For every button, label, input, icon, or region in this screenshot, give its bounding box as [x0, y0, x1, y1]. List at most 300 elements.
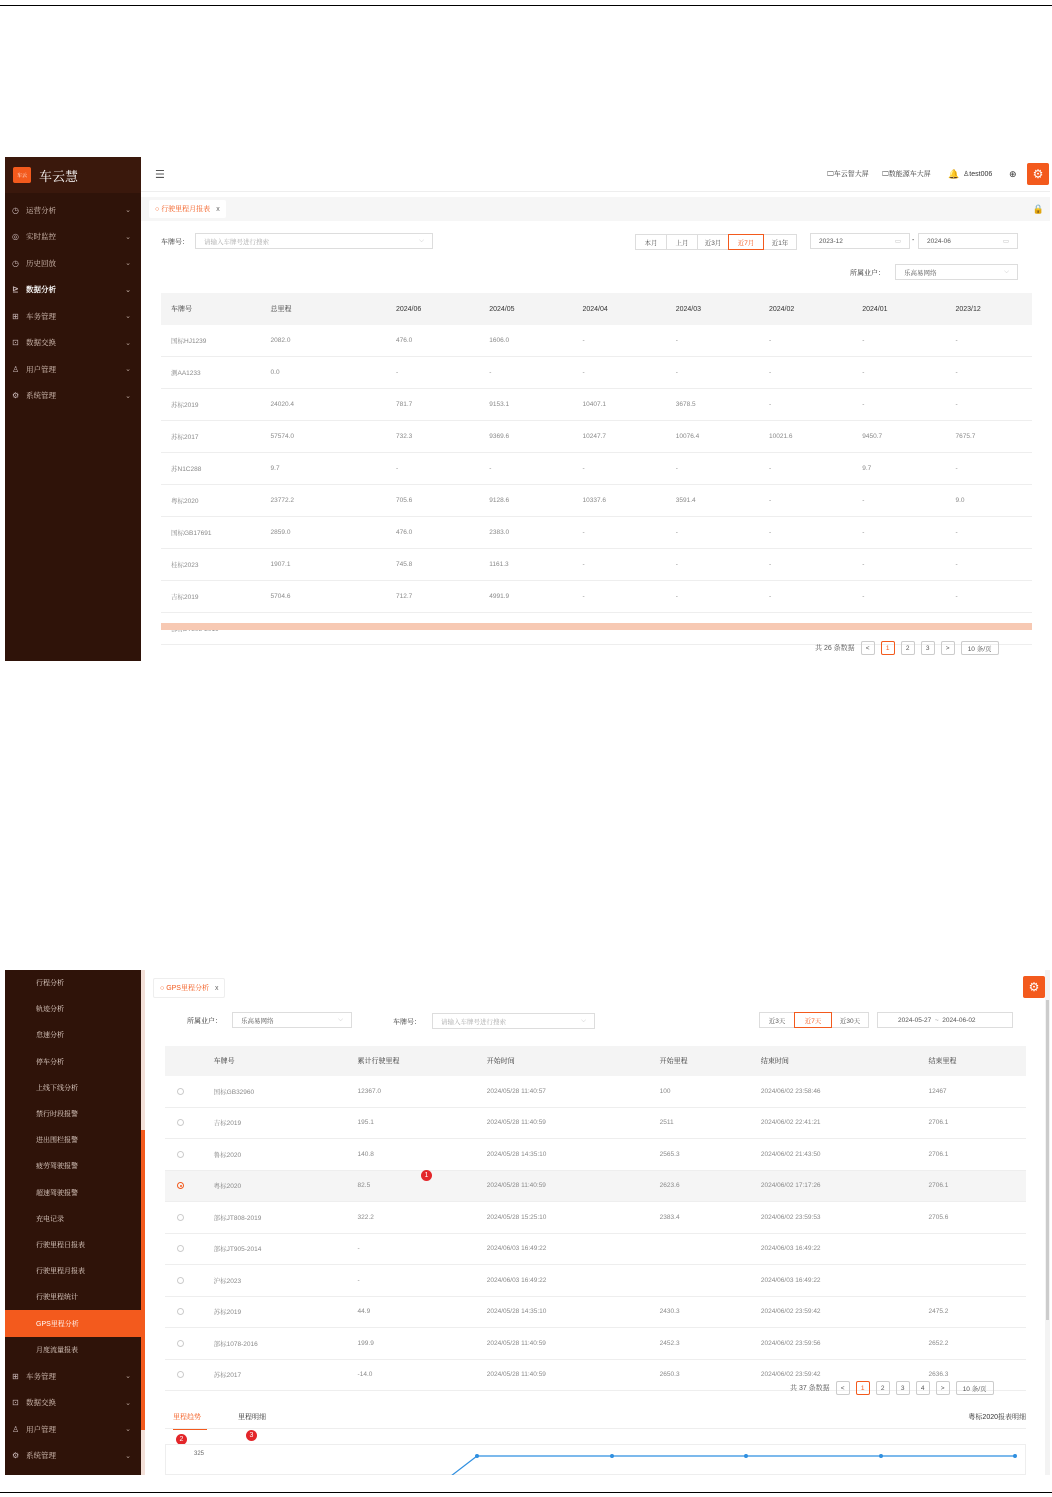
table-cell: 12367.0 — [348, 1076, 477, 1107]
table-row — [161, 485, 1032, 517]
table-cell: - — [852, 581, 945, 613]
table-cell: - — [666, 517, 759, 549]
submenu-item[interactable]: 行驶里程统计 — [36, 1294, 78, 1302]
table-cell: - — [759, 357, 852, 389]
sidebar-item-label: 实时监控 — [26, 232, 56, 242]
table-cell: 2475.2 — [918, 1296, 1026, 1328]
sidebar-item-label: 运营分析 — [26, 205, 56, 215]
range-button[interactable]: 近30天 — [831, 1012, 869, 1028]
row-radio[interactable] — [177, 1214, 184, 1221]
submenu-item[interactable]: 怠速分析 — [36, 1032, 64, 1040]
table-cell: 9153.1 — [479, 389, 572, 421]
page-button[interactable]: 2 — [901, 641, 915, 655]
sidebar-scrollbar[interactable] — [141, 970, 145, 1475]
column-header: 2024/03 — [666, 293, 759, 325]
sidebar-item[interactable] — [5, 1389, 141, 1416]
menu-icon: ⊞ — [12, 1371, 19, 1381]
table-cell: 苏N1C288 — [161, 453, 261, 485]
table-cell: 199.9 — [348, 1328, 477, 1360]
column-header: 车牌号 — [161, 293, 261, 325]
chevron-down-icon: ⌄ — [125, 1426, 131, 1434]
menu-icon: ⊵ — [12, 285, 19, 295]
page-button[interactable]: 1 — [881, 641, 895, 655]
monthly-mileage-table — [161, 293, 1032, 645]
table-cell — [918, 1265, 1026, 1297]
table-cell: 9369.6 — [479, 421, 572, 453]
sidebar-item-label: 数据交换 — [26, 1398, 56, 1408]
table-cell: 140.8 — [348, 1139, 477, 1171]
sidebar-item-label: 数据分析 — [26, 285, 56, 295]
menu-icon: ⚙ — [12, 391, 20, 401]
top-bar — [141, 157, 1050, 192]
column-header: 2024/04 — [572, 293, 665, 325]
settings-gear-icon[interactable]: ⚙ — [1027, 163, 1049, 185]
radio-cell[interactable] — [165, 1202, 204, 1234]
submenu-item[interactable]: 月度流量报表 — [36, 1346, 78, 1354]
table-cell: - — [572, 581, 665, 613]
table-cell: 2383.4 — [650, 1202, 751, 1234]
table-cell: 2024/05/28 11:40:59 — [477, 1328, 650, 1360]
table-header-row — [165, 1046, 1026, 1076]
radio-cell[interactable] — [165, 1139, 204, 1171]
table-cell: 部标JT905-2014 — [204, 1233, 348, 1265]
table-cell: 705.6 — [386, 485, 479, 517]
table-cell: - — [852, 485, 945, 517]
sidebar-item-label: 车务管理 — [26, 1371, 56, 1381]
table-header-row — [161, 293, 1032, 325]
screenshot-gps-analysis — [5, 970, 1050, 1475]
column-header: 开始里程 — [650, 1046, 751, 1076]
date-range-buttons — [636, 234, 797, 250]
plate-label: 车牌号： — [393, 1019, 421, 1026]
table-row[interactable] — [165, 1265, 1026, 1297]
menu-icon: ⚙ — [12, 1451, 20, 1461]
table-cell: 2024/06/02 22:41:21 — [751, 1107, 919, 1139]
chevron-down-icon: ⌄ — [125, 233, 131, 241]
table-cell: - — [945, 517, 1032, 549]
table-cell: 2511 — [650, 1107, 751, 1139]
table-cell: - — [945, 389, 1032, 421]
date-from-field[interactable]: 2023-12 ▭ — [810, 233, 910, 249]
table-row[interactable] — [165, 1328, 1026, 1360]
trend-line — [451, 1456, 1015, 1475]
submenu-item[interactable]: 行程分析 — [36, 980, 64, 988]
big-screen-link[interactable]: 🖵车云智大屏 — [827, 171, 869, 178]
submenu-item[interactable]: 进出围栏报警 — [36, 1137, 78, 1145]
table-cell: 2024/06/02 23:59:56 — [751, 1328, 919, 1360]
column-header: 累计行驶里程 — [348, 1046, 477, 1076]
submenu-item[interactable]: 超速驾驶报警 — [36, 1189, 78, 1197]
bottom-tab-detail[interactable]: 里程明细 — [238, 1414, 266, 1421]
prev-page-button[interactable]: < — [861, 641, 875, 655]
table-cell: 2082.0 — [261, 325, 386, 357]
tab-bar — [145, 976, 1050, 1000]
pagination — [815, 641, 999, 655]
plate-select[interactable]: 请输入车牌号进行搜索 ⌵ — [195, 233, 433, 249]
table-row[interactable] — [165, 1076, 1026, 1107]
tab-bar — [141, 197, 1050, 221]
sidebar-item[interactable] — [5, 1416, 141, 1443]
table-cell: 82.5 — [348, 1170, 477, 1202]
table-cell: -14.0 — [348, 1359, 477, 1391]
column-header: 2023/12 — [945, 293, 1032, 325]
table-cell: 9128.6 — [479, 485, 572, 517]
table-cell: 732.3 — [386, 421, 479, 453]
chevron-down-icon: ⌄ — [125, 1399, 131, 1407]
sidebar-item-label: 系统管理 — [26, 1451, 56, 1461]
close-icon[interactable]: x — [214, 984, 219, 992]
column-header: 2024/01 — [852, 293, 945, 325]
radio-cell[interactable] — [165, 1296, 204, 1328]
sidebar — [5, 970, 141, 1475]
total-count: 共 37 条数据 — [790, 1385, 830, 1392]
submenu-item[interactable]: 轨迹分析 — [36, 1006, 64, 1014]
table-row — [161, 357, 1032, 389]
table-cell: - — [945, 581, 1032, 613]
table-cell: 3678.5 — [666, 389, 759, 421]
sidebar-item[interactable] — [5, 197, 141, 224]
collapse-menu-icon[interactable]: ☰ — [155, 168, 165, 181]
column-header: 结束时间 — [751, 1046, 919, 1076]
owner-select[interactable]: 乐高易网络 ⌵ — [232, 1012, 352, 1028]
table-cell: - — [386, 357, 479, 389]
table-cell: - — [945, 325, 1032, 357]
range-button[interactable]: 近3月 — [697, 234, 729, 250]
app-title: 车云慧 — [39, 168, 79, 184]
table-cell: 2706.1 — [918, 1139, 1026, 1171]
range-button[interactable]: 本月 — [635, 234, 667, 250]
sidebar-item-label: 用户管理 — [26, 364, 56, 374]
horizontal-scrollbar[interactable] — [161, 623, 1032, 630]
sidebar-item[interactable] — [5, 224, 141, 251]
main-scrollbar[interactable] — [1045, 970, 1050, 1475]
page-top-rule — [0, 5, 1052, 6]
page-button[interactable]: 4 — [916, 1381, 930, 1395]
sidebar-item[interactable] — [5, 383, 141, 410]
table-cell: - — [759, 325, 852, 357]
table-cell: 苏标2017 — [161, 421, 261, 453]
table-cell: 9450.7 — [852, 421, 945, 453]
table-cell: 9.0 — [945, 485, 1032, 517]
table-cell: 国标HJ1239 — [161, 325, 261, 357]
table-cell: 2024/06/02 21:43:50 — [751, 1139, 919, 1171]
date-range-buttons — [760, 1012, 869, 1028]
row-radio[interactable] — [177, 1245, 184, 1252]
data-point — [475, 1454, 479, 1458]
menu-icon: ♙ — [12, 1424, 20, 1434]
table-cell: 2705.6 — [918, 1202, 1026, 1234]
table-cell: 2024/05/28 11:40:59 — [477, 1170, 650, 1202]
page-button[interactable]: 2 — [876, 1381, 890, 1395]
submenu-item[interactable]: 禁行时段报警 — [36, 1111, 78, 1119]
menu-icon: ◷ — [12, 205, 19, 215]
range-button[interactable]: 上月 — [666, 234, 698, 250]
sidebar-item-label: 用户管理 — [26, 1424, 56, 1434]
sidebar-item-label: 系统管理 — [26, 391, 56, 401]
column-header: 2024/05 — [479, 293, 572, 325]
table-cell: - — [572, 517, 665, 549]
table-cell: 2024/05/28 14:35:10 — [477, 1296, 650, 1328]
menu-icon: ⊡ — [12, 1398, 19, 1408]
tab-gps-mileage[interactable]: ○ GPS里程分析 x — [153, 978, 225, 998]
table-cell: 10021.6 — [759, 421, 852, 453]
bell-icon[interactable]: 🔔 — [948, 168, 960, 179]
next-page-button[interactable]: > — [941, 641, 955, 655]
table-cell: - — [945, 453, 1032, 485]
table-row — [161, 549, 1032, 581]
trend-line-svg — [166, 1445, 1027, 1475]
table-cell: 2452.3 — [650, 1328, 751, 1360]
table-cell: 2024/05/28 14:35:10 — [477, 1139, 650, 1171]
table-cell: 2024/06/02 23:59:42 — [751, 1296, 919, 1328]
table-cell: 2383.0 — [479, 517, 572, 549]
radio-cell[interactable] — [165, 1170, 204, 1202]
table-cell: - — [852, 357, 945, 389]
table-row — [161, 421, 1032, 453]
table-cell: - — [759, 389, 852, 421]
table-cell: 部标JT808-2019 — [204, 1202, 348, 1234]
owner-select[interactable]: 乐高易网络 ⌵ — [895, 264, 1018, 280]
table-cell: 2706.1 — [918, 1170, 1026, 1202]
table-cell: 2024/05/28 11:40:57 — [477, 1076, 650, 1107]
sidebar-item[interactable] — [5, 250, 141, 277]
plate-select[interactable]: 请输入车牌号进行搜索 ⌵ — [432, 1013, 595, 1029]
submenu-item[interactable]: 行驶里程月报表 — [36, 1268, 85, 1276]
table-row[interactable] — [165, 1202, 1026, 1234]
table-cell: 322.2 — [348, 1202, 477, 1234]
lock-icon[interactable]: 🔒 — [1032, 203, 1044, 214]
table-cell: 2024/06/03 16:49:22 — [477, 1265, 650, 1297]
sidebar-item[interactable] — [5, 1442, 141, 1469]
range-button[interactable]: 近7天 — [794, 1012, 832, 1028]
page-button[interactable]: 3 — [921, 641, 935, 655]
table-cell: 2623.6 — [650, 1170, 751, 1202]
radio-cell[interactable] — [165, 1076, 204, 1107]
table-cell: 测AA1233 — [161, 357, 261, 389]
table-row — [161, 517, 1032, 549]
table-cell: - — [945, 549, 1032, 581]
pagination — [790, 1381, 994, 1395]
table-cell: 沪标2023 — [204, 1265, 348, 1297]
row-radio[interactable] — [177, 1277, 184, 1284]
plate-label: 车牌号： — [161, 239, 189, 246]
radio-cell[interactable] — [165, 1359, 204, 1391]
sidebar-item[interactable] — [5, 1363, 141, 1390]
submenu-item[interactable]: 行驶里程日报表 — [36, 1241, 85, 1249]
globe-icon[interactable]: ⊕ — [1009, 168, 1017, 179]
table-row[interactable] — [165, 1296, 1026, 1328]
submenu-item[interactable]: 疲劳驾驶报警 — [36, 1163, 78, 1171]
chart-y-tick: 325 — [194, 1451, 205, 1457]
table-cell: 苏标2017 — [204, 1359, 348, 1391]
table-cell: 24020.4 — [261, 389, 386, 421]
sidebar-item-label: 历史回放 — [26, 258, 56, 268]
table-cell: - — [666, 357, 759, 389]
table-cell: 9.7 — [261, 453, 386, 485]
table-cell: 44.9 — [348, 1296, 477, 1328]
table-cell: 1161.3 — [479, 549, 572, 581]
range-button[interactable]: 近7月 — [728, 234, 764, 250]
mileage-trend-chart — [165, 1444, 1026, 1475]
column-header: 结束里程 — [918, 1046, 1026, 1076]
table-cell: - — [852, 325, 945, 357]
sidebar-item[interactable] — [5, 330, 141, 357]
menu-icon: ◷ — [12, 258, 19, 268]
range-button[interactable]: 近3天 — [759, 1012, 795, 1028]
table-row — [161, 389, 1032, 421]
table-cell: 2430.3 — [650, 1296, 751, 1328]
table-cell: - — [348, 1265, 477, 1297]
next-page-button[interactable]: > — [936, 1381, 950, 1395]
row-radio[interactable] — [177, 1151, 184, 1158]
table-cell: 12467 — [918, 1076, 1026, 1107]
row-radio[interactable] — [177, 1119, 184, 1126]
submenu-item[interactable]: 充电记录 — [36, 1215, 64, 1223]
chevron-down-icon: ⌄ — [125, 207, 131, 215]
settings-gear-icon[interactable]: ⚙ — [1023, 976, 1045, 998]
table-cell: 10407.1 — [572, 389, 665, 421]
sidebar-item[interactable] — [5, 303, 141, 330]
table-cell: 吉标2019 — [204, 1107, 348, 1139]
table-row[interactable] — [165, 1233, 1026, 1265]
chevron-down-icon: ⌄ — [125, 366, 131, 374]
chevron-down-icon: ⌄ — [125, 1373, 131, 1381]
table-cell: 苏标2019 — [204, 1296, 348, 1328]
table-row — [161, 453, 1032, 485]
table-cell: 粤标2020 — [204, 1170, 348, 1202]
radio-cell[interactable] — [165, 1107, 204, 1139]
table-cell: 苏标2019 — [161, 389, 261, 421]
energy-screen-link[interactable]: 🖵数能源车大屏 — [882, 171, 931, 178]
table-cell: - — [666, 581, 759, 613]
table-cell: 712.7 — [386, 581, 479, 613]
table-cell: 781.7 — [386, 389, 479, 421]
page-bottom-rule — [0, 1492, 1052, 1493]
table-cell: 国标GB17691 — [161, 517, 261, 549]
table-row[interactable] — [165, 1139, 1026, 1171]
table-cell: 2706.1 — [918, 1107, 1026, 1139]
table-row[interactable] — [165, 1107, 1026, 1139]
table-cell: 476.0 — [386, 517, 479, 549]
sidebar — [5, 157, 141, 661]
table-cell: 3591.4 — [666, 485, 759, 517]
table-cell: - — [479, 357, 572, 389]
data-point — [744, 1454, 748, 1458]
table-cell: 0.0 — [261, 357, 386, 389]
table-cell: 吉标2019 — [161, 581, 261, 613]
table-cell: - — [759, 453, 852, 485]
table-cell: - — [479, 453, 572, 485]
table-cell: 1606.0 — [479, 325, 572, 357]
row-radio[interactable] — [177, 1088, 184, 1095]
row-radio[interactable] — [177, 1182, 184, 1189]
gps-mileage-table — [165, 1046, 1026, 1391]
chevron-down-icon: ⌄ — [125, 1452, 131, 1460]
date-range-field[interactable]: 2024-05-27 ~ 2024-06-02 — [877, 1012, 1013, 1028]
table-cell — [650, 1265, 751, 1297]
radio-cell[interactable] — [165, 1265, 204, 1297]
row-radio[interactable] — [177, 1340, 184, 1347]
table-cell: 2024/06/02 17:17:26 — [751, 1170, 919, 1202]
calendar-icon: ▭ — [1002, 238, 1009, 245]
table-cell: 2024/06/03 16:49:22 — [751, 1233, 919, 1265]
bottom-tab-divider — [165, 1428, 1026, 1429]
chevron-down-icon: ⌄ — [125, 339, 131, 347]
table-cell: 57574.0 — [261, 421, 386, 453]
table-cell: - — [759, 517, 852, 549]
range-button[interactable]: 近1年 — [763, 234, 797, 250]
radio-cell[interactable] — [165, 1233, 204, 1265]
table-cell: - — [572, 325, 665, 357]
page-button[interactable]: 1 — [856, 1381, 870, 1395]
row-radio[interactable] — [177, 1371, 184, 1378]
table-cell: 745.8 — [386, 549, 479, 581]
table-cell: 100 — [650, 1076, 751, 1107]
screenshot-monthly-report — [5, 157, 1050, 661]
total-count: 共 26 条数据 — [815, 645, 855, 652]
table-cell: 7675.7 — [945, 421, 1032, 453]
chevron-down-icon: ⌄ — [125, 392, 131, 400]
close-icon[interactable]: x — [216, 205, 220, 213]
page-size-select[interactable]: 10 条/页 — [961, 641, 999, 655]
user-menu[interactable]: ♙test006 — [963, 171, 993, 178]
table-cell: 2650.3 — [650, 1359, 751, 1391]
table-cell: 部标1078-2016 — [204, 1328, 348, 1360]
table-cell: 2024/06/03 16:49:22 — [751, 1265, 919, 1297]
sidebar-item-label: 车务管理 — [26, 311, 56, 321]
menu-icon: ♙ — [12, 364, 20, 374]
row-radio[interactable] — [177, 1308, 184, 1315]
table-cell: 5704.6 — [261, 581, 386, 613]
submenu-item[interactable]: 停车分析 — [36, 1058, 64, 1066]
table-cell: 476.0 — [386, 325, 479, 357]
table-row[interactable] — [165, 1170, 1026, 1202]
menu-icon: ◎ — [12, 232, 19, 242]
table-cell: 2636.3 — [918, 1359, 1026, 1391]
bottom-tab-trend[interactable]: 里程趋势 — [173, 1412, 207, 1430]
menu-icon: ⊞ — [12, 311, 19, 321]
report-detail-title: 粤标2020报表明细 — [968, 1414, 1026, 1421]
date-to-field[interactable]: 2024-06 ▭ — [918, 233, 1018, 249]
radio-cell[interactable] — [165, 1328, 204, 1360]
menu-icon: ⊡ — [12, 338, 19, 348]
table-cell: 2024/05/28 11:40:59 — [477, 1107, 650, 1139]
table-cell: 2024/06/02 23:59:42 — [751, 1359, 919, 1391]
prev-page-button[interactable]: < — [836, 1381, 850, 1395]
table-cell: 195.1 — [348, 1107, 477, 1139]
table-cell: 2024/06/02 23:59:53 — [751, 1202, 919, 1234]
submenu-item[interactable]: 上线下线分析 — [36, 1084, 78, 1092]
table-cell: - — [852, 517, 945, 549]
sidebar-item[interactable] — [5, 356, 141, 383]
marker-badge: 1 — [421, 1170, 432, 1181]
sidebar-item[interactable] — [5, 277, 141, 304]
owner-label: 所属业户： — [187, 1018, 222, 1025]
chevron-down-icon: ⌄ — [125, 260, 131, 268]
table-row — [161, 325, 1032, 357]
page-button[interactable]: 3 — [896, 1381, 910, 1395]
table-cell: - — [572, 357, 665, 389]
data-point — [1013, 1454, 1017, 1458]
table-cell: 2565.3 — [650, 1139, 751, 1171]
submenu-item[interactable]: GPS里程分析 — [5, 1310, 141, 1336]
page-size-select[interactable]: 10 条/页 — [956, 1381, 994, 1395]
tab-monthly-mileage[interactable]: ○ 行驶里程月报表 x — [149, 200, 226, 218]
marker-badge: 2 — [176, 1434, 187, 1445]
owner-label: 所属业户： — [850, 270, 885, 277]
table-cell: 10076.4 — [666, 421, 759, 453]
table-cell: - — [759, 485, 852, 517]
